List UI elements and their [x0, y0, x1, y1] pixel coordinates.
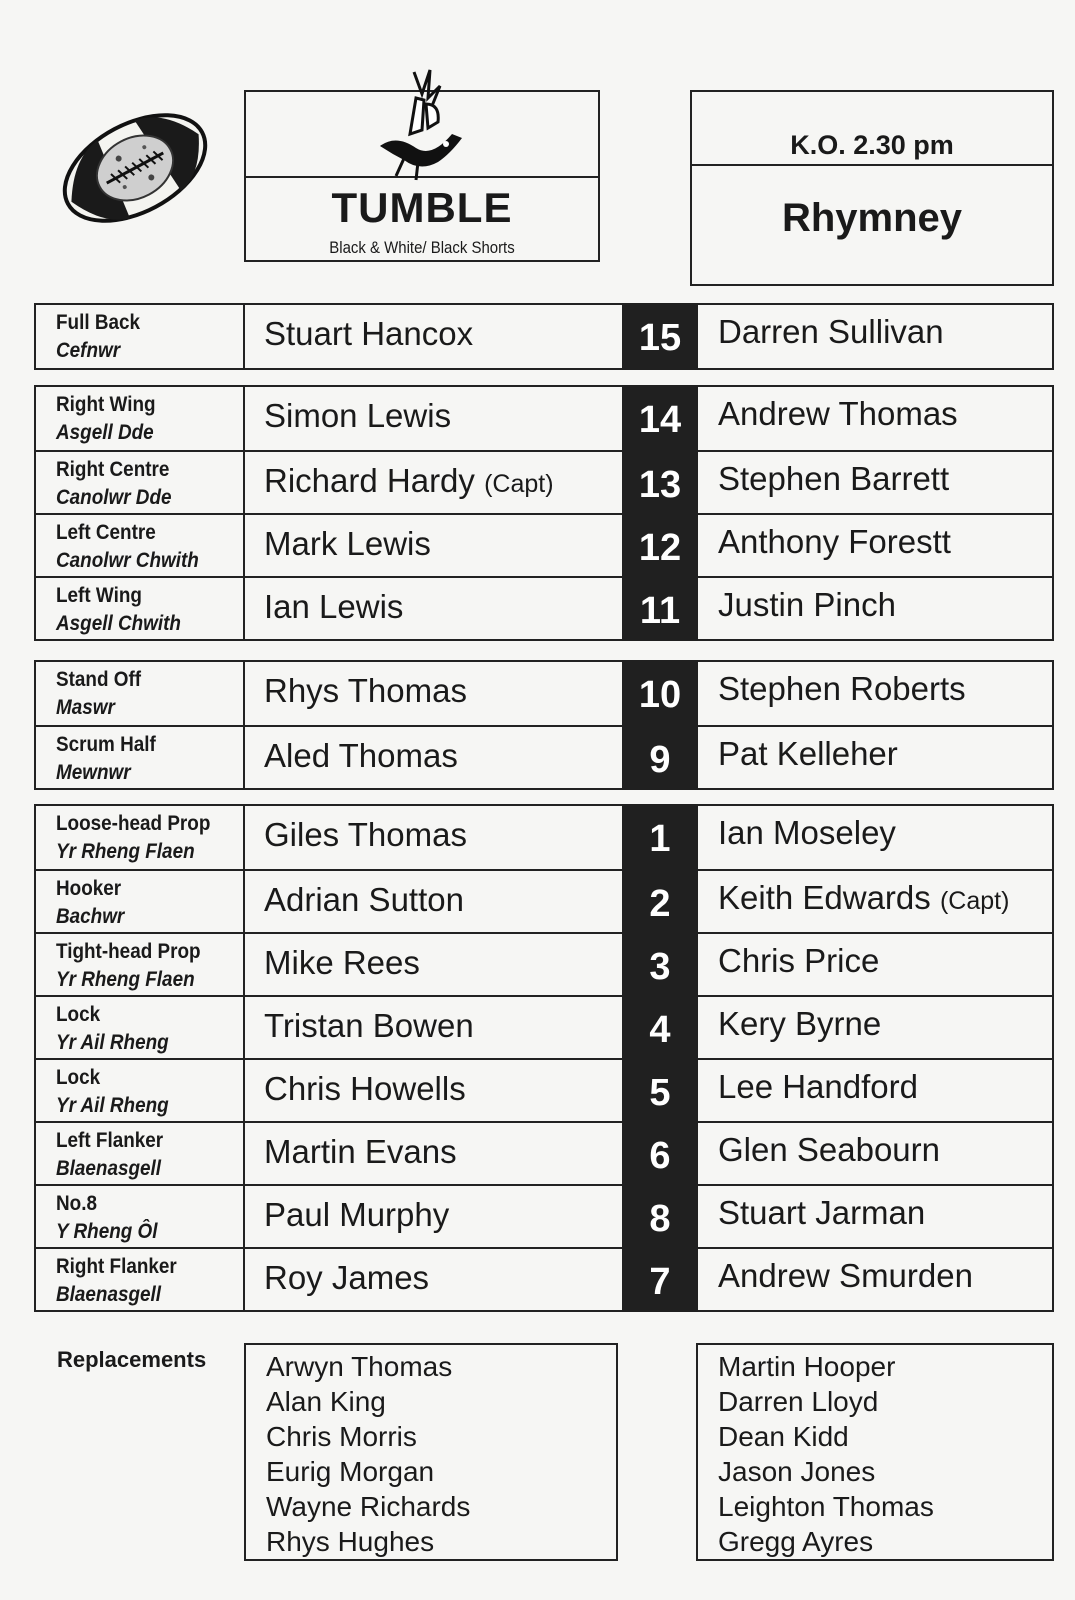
lineup-row [36, 1184, 1052, 1247]
home-player: Chris Howells [264, 1070, 466, 1107]
position-english: Stand Off [56, 668, 142, 691]
position-welsh: Yr Rheng Flaen [56, 968, 195, 991]
position-welsh: Cefnwr [56, 339, 121, 362]
home-player: Tristan Bowen [264, 1007, 474, 1044]
position-label [36, 1249, 245, 1310]
position-english: Loose-head Prop [56, 812, 211, 835]
position-welsh: Asgell Dde [56, 421, 154, 444]
home-player: Mike Rees [264, 944, 420, 981]
home-player: Aled Thomas [264, 737, 458, 774]
position-english: Right Wing [56, 393, 156, 416]
position-label [36, 1123, 245, 1184]
away-player: Lee Handford [718, 1068, 918, 1105]
position-english: No.8 [56, 1192, 97, 1215]
away-player: Chris Price [718, 942, 880, 979]
position-label [36, 1060, 245, 1121]
replacement-player: Jason Jones [718, 1456, 876, 1487]
away-player: Anthony Forestt [718, 523, 951, 560]
home-player: Adrian Sutton [264, 881, 464, 918]
shirt-number: 13 [622, 450, 698, 515]
lineup-row [36, 662, 1052, 725]
home-team-colours: Black & White/ Black Shorts [329, 238, 515, 257]
position-label [36, 387, 245, 450]
position-welsh: Maswr [56, 696, 115, 719]
daffodil-bird-logo-icon [366, 64, 476, 182]
home-player: Ian Lewis [264, 588, 404, 625]
lineup-row [36, 1058, 1052, 1121]
lineup-row [36, 932, 1052, 995]
position-welsh: Blaenasgell [56, 1157, 162, 1180]
position-english: Right Flanker [56, 1255, 177, 1278]
home-player: Roy James [264, 1259, 430, 1296]
position-welsh: Y Rheng Ôl [56, 1220, 158, 1243]
home-player: Simon Lewis [264, 397, 452, 434]
position-label [36, 934, 245, 995]
lineup-group-fullback [34, 303, 1054, 370]
shirt-number: 12 [622, 513, 698, 578]
replacement-player: Chris Morris [266, 1421, 417, 1452]
lineup-group-forwards [34, 804, 1054, 1312]
lineup-row [36, 995, 1052, 1058]
shirt-number: 4 [622, 995, 698, 1060]
position-english: Lock [56, 1003, 101, 1026]
replacement-player: Martin Hooper [718, 1351, 896, 1382]
lineup-row [36, 1121, 1052, 1184]
position-welsh: Bachwr [56, 905, 125, 928]
position-label [36, 871, 245, 932]
shirt-number: 10 [622, 660, 698, 727]
away-player: Kery Byrne [718, 1005, 882, 1042]
shirt-number: 7 [622, 1247, 698, 1312]
shirt-number: 11 [622, 576, 698, 641]
lineup-group-threequarters [34, 385, 1054, 641]
position-english: Left Centre [56, 521, 156, 544]
position-english: Hooker [56, 877, 122, 900]
position-welsh: Asgell Chwith [56, 612, 181, 635]
away-player: Andrew Thomas [718, 395, 958, 432]
kickoff-time: K.O. 2.30 pm [692, 92, 1052, 166]
replacement-player: Darren Lloyd [718, 1386, 879, 1417]
position-welsh: Yr Ail Rheng [56, 1031, 169, 1054]
position-english: Right Centre [56, 458, 170, 481]
position-welsh: Canolwr Dde [56, 486, 172, 509]
position-english: Scrum Half [56, 733, 156, 756]
position-welsh: Canolwr Chwith [56, 549, 199, 572]
lineup-row [36, 305, 1052, 368]
away-player: Stephen Roberts [718, 670, 966, 707]
position-label [36, 997, 245, 1058]
position-english: Left Wing [56, 584, 142, 607]
position-welsh: Mewnwr [56, 761, 131, 784]
position-label [36, 515, 245, 576]
position-welsh: Yr Ail Rheng [56, 1094, 169, 1117]
position-label [36, 1186, 245, 1247]
home-player: Mark Lewis [264, 525, 431, 562]
replacement-player: Eurig Morgan [266, 1456, 435, 1487]
shirt-number: 2 [622, 869, 698, 934]
position-english: Left Flanker [56, 1129, 164, 1152]
position-english: Lock [56, 1066, 101, 1089]
away-player: Stephen Barrett [718, 460, 950, 497]
away-replacements [696, 1343, 1054, 1561]
lineup-row [36, 513, 1052, 576]
replacements-label: Replacements [57, 1347, 207, 1372]
position-label [36, 806, 245, 869]
home-team-header [244, 90, 600, 262]
home-player-name: Richard Hardy [264, 462, 475, 499]
lineup-group-halves [34, 660, 1054, 790]
away-player: Ian Moseley [718, 814, 896, 851]
position-welsh: Blaenasgell [56, 1283, 162, 1306]
rugby-ball-icon [55, 100, 215, 235]
lineup-row [36, 806, 1052, 869]
shirt-number: 14 [622, 385, 698, 452]
shirt-number: 9 [622, 725, 698, 790]
home-player [264, 462, 554, 500]
shirt-number: 5 [622, 1058, 698, 1123]
replacement-player: Gregg Ayres [718, 1526, 874, 1557]
position-label [36, 452, 245, 513]
home-player: Giles Thomas [264, 816, 467, 853]
position-label [36, 662, 245, 725]
lineup-row [36, 450, 1052, 513]
away-team-header [690, 90, 1054, 286]
shirt-number: 6 [622, 1121, 698, 1186]
home-replacements [244, 1343, 618, 1561]
position-english: Tight-head Prop [56, 940, 201, 963]
lineup-row [36, 387, 1052, 450]
position-welsh: Yr Rheng Flaen [56, 840, 195, 863]
away-player: Andrew Smurden [718, 1257, 973, 1294]
lineup-row [36, 576, 1052, 639]
away-player: Stuart Jarman [718, 1194, 926, 1231]
lineup-row [36, 1247, 1052, 1310]
shirt-number: 3 [622, 932, 698, 997]
replacement-player: Leighton Thomas [718, 1491, 934, 1522]
home-player: Rhys Thomas [264, 672, 467, 709]
position-label [36, 727, 245, 788]
away-player [718, 879, 1009, 917]
lineup-row [36, 725, 1052, 788]
position-english: Full Back [56, 311, 141, 334]
position-label [36, 578, 245, 639]
position-label [36, 305, 245, 368]
captain-badge: (Capt) [484, 470, 554, 498]
away-team-name: Rhymney [781, 196, 963, 240]
home-player: Stuart Hancox [264, 315, 474, 352]
away-player: Pat Kelleher [718, 735, 898, 772]
home-player: Martin Evans [264, 1133, 457, 1170]
replacement-player: Alan King [266, 1386, 386, 1417]
captain-badge: (Capt) [939, 887, 1010, 915]
replacement-player: Wayne Richards [266, 1491, 471, 1522]
home-team-name: TUMBLE [331, 184, 513, 231]
shirt-number: 1 [622, 804, 698, 871]
shirt-number: 15 [622, 303, 698, 370]
away-player: Glen Seabourn [718, 1131, 940, 1168]
away-player: Darren Sullivan [718, 313, 944, 350]
replacement-player: Arwyn Thomas [266, 1351, 453, 1382]
home-logo-area [246, 92, 598, 178]
away-player-name: Keith Edwards [718, 879, 931, 916]
home-player: Paul Murphy [264, 1196, 450, 1233]
lineup-row [36, 869, 1052, 932]
replacement-player: Rhys Hughes [266, 1526, 435, 1557]
away-player: Justin Pinch [718, 586, 896, 623]
replacement-player: Dean Kidd [718, 1421, 849, 1452]
shirt-number: 8 [622, 1184, 698, 1249]
